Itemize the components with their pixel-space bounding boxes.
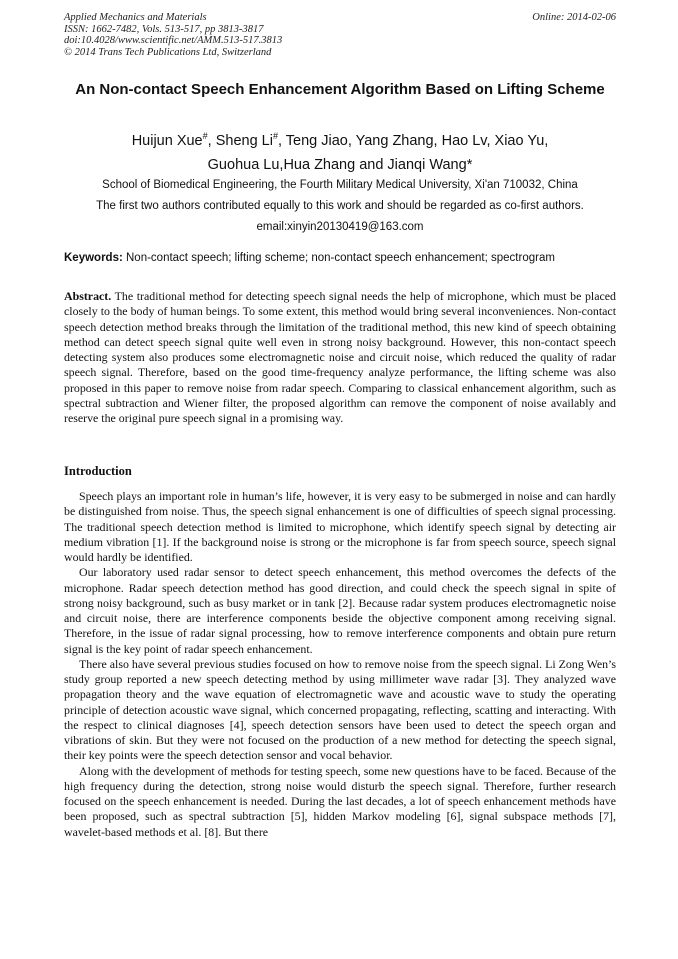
keywords xyxy=(64,251,624,265)
copyright-line: © 2014 Trans Tech Publications Ltd, Switzerland xyxy=(64,46,272,58)
author-2: Sheng Li xyxy=(215,132,273,149)
publication-header xyxy=(64,12,616,58)
issn-line: ISSN: 1662-7482, Vols. 513-517, pp 3813-3817 xyxy=(64,23,264,35)
author-1: Huijun Xue xyxy=(131,132,203,149)
author-list xyxy=(64,124,616,177)
section-heading-introduction: Introduction xyxy=(64,464,132,478)
author-2-mark: # xyxy=(272,131,278,141)
affiliation: School of Biomedical Engineering, the Fourth Military Medical University, Xi'an 710032, China xyxy=(102,179,578,191)
keywords-label: Keywords: xyxy=(64,252,123,264)
introduction-body xyxy=(64,489,616,840)
author-line-2: Guohua Lu,Hua Zhang and Jianqi Wang* xyxy=(207,156,473,173)
online-date: Online: 2014-02-06 xyxy=(532,12,616,23)
intro-paragraph-2: Our laboratory used radar sensor to detect speech enhancement, this method overcomes the defects of the microphone. Radar speech detection method has good direction, and could check the speech signal in spite of strong noisy background, such as busy market or in tank [2]. Because radar system produces electromagnetic noise and circuit noise, there are interference components beside the objective component among receiving signal. Therefore, in the issue of radar signal processing, how to remove interference components and obtain pure return signal is the key point of radar speech enhancement. xyxy=(64,565,616,656)
intro-paragraph-1: Speech plays an important role in human’s life, however, it is very easy to be submerged in noise and can hardly be distinguished from noise. Thus, the speech signal enhancement is one of difficulties of speech signal processing. The traditional speech detection method is limited to microphone, which identify speech signal by detecting air medium vibration [1]. If the background noise is strong or the microphone is far from speech source, speech signal would hardly be identified. xyxy=(64,489,616,564)
abstract-paragraph xyxy=(64,289,616,426)
co-first-note: The first two authors contributed equally to this work and should be regarded as co-first authors. xyxy=(96,200,584,212)
author-line-1-rest: , Teng Jiao, Yang Zhang, Hao Lv, Xiao Yu, xyxy=(277,132,549,149)
author-line-1 xyxy=(64,124,616,153)
paper-title: An Non-contact Speech Enhancement Algorithm Based on Lifting Scheme xyxy=(75,81,605,98)
keywords-text: Non-contact speech; lifting scheme; non-contact speech enhancement; spectrogram xyxy=(122,252,555,264)
email-address: email:xinyin20130419@163.com xyxy=(256,221,424,233)
intro-paragraph-4: Along with the development of methods for testing speech, some new questions have to be faced. Because of the high frequency during the detection, strong noise would disturb the speech signal. Therefore, further research focused on the speech enhancement is needed. During the last decades, a lot of speech enhancement methods have been proposed, such as spectral subtraction [5], hidden Markov modeling [6], signal subspace methods [7], wavelet-based methods et al. [8]. But there xyxy=(64,763,616,839)
author-separator: , xyxy=(207,132,216,149)
journal-name: Applied Mechanics and Materials xyxy=(64,12,207,23)
abstract-label: Abstract. xyxy=(64,289,112,303)
abstract-text: The traditional method for detecting speech signal needs the help of microphone, which must be placed closely to the body of human beings. To some extent, this method would bring several inconveniences. Non-contact speech detection method breaks through the limitation of the traditional method, this new kind of speech obtaining method can detect speech signal quite well even in strong noisy background. However, this non-contact speech detecting system also produces some electromagnetic noise and circuit noise, which reduced the quality of radar speech signal. Therefore, based on the good time-frequency analyze performance, the lifting scheme was also proposed in this paper to remove noise from radar speech. Comparing to classical enhancement algorithm, such as spectral subtraction and Wiener filter, the proposed algorithm can remove the component of noise availably and reserve the original pure speech signal in a promising way. xyxy=(64,289,616,425)
affiliation-block xyxy=(40,175,640,238)
abstract xyxy=(64,289,616,426)
author-1-mark: # xyxy=(202,131,208,141)
intro-paragraph-3: There also have several previous studies focused on how to remove noise from the speech signal. Li Zong Wen’s study group reported a new speech detecting method by using millimeter wave radar [3]. They analyzed wave propagation theory and the wave equation of electromagnetic wave and acoustic wave to study the operating principle of detection acoustic wave signal, which concerned propagating, reflecting, scatting and interacting. With the respect to clinical diagnoses [4], speech detection sensors have been used to detect the speech organ and vibrations of skin. But they were not focused on the production of a new method for detecting the speech signal, their key points were the speech detection sensor and vocal behavior. xyxy=(64,656,616,763)
doi-line: doi:10.4028/www.scientific.net/AMM.513-517.3813 xyxy=(64,35,283,46)
